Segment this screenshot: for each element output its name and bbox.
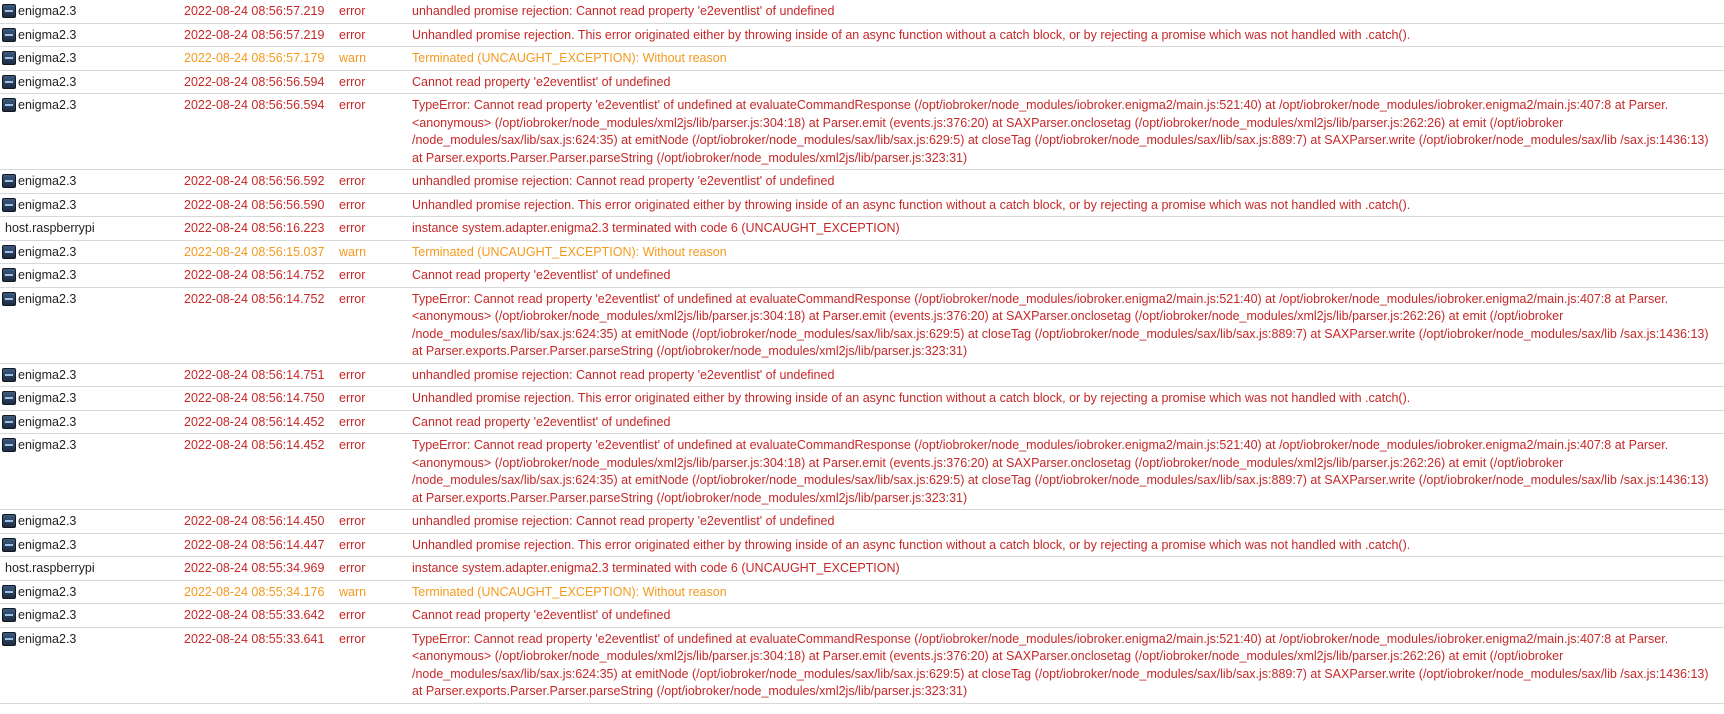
adapter-icon bbox=[2, 292, 16, 306]
log-source: enigma2.3 bbox=[18, 584, 77, 599]
log-severity: warn bbox=[339, 51, 367, 65]
log-time: 2022-08-24 08:56:14.750 bbox=[184, 391, 325, 405]
log-severity: error bbox=[339, 438, 366, 452]
log-source: enigma2.3 bbox=[18, 244, 77, 259]
adapter-icon bbox=[2, 28, 16, 42]
log-time: 2022-08-24 08:55:34.176 bbox=[184, 584, 325, 599]
adapter-icon bbox=[2, 198, 16, 212]
log-severity: warn bbox=[339, 584, 367, 599]
log-message: Cannot read property 'e2eventlist' of undefined bbox=[412, 608, 671, 622]
log-severity: error bbox=[339, 4, 366, 18]
log-row[interactable] bbox=[0, 241, 1724, 265]
adapter-icon bbox=[2, 245, 16, 259]
log-message: Unhandled promise rejection. This error originated either by throwing inside of an async function without a catch block, or by rejecting a promise which was not handled with .catch(). bbox=[412, 27, 1411, 42]
log-time: 2022-08-24 08:56:56.594 bbox=[184, 74, 325, 89]
log-severity: error bbox=[339, 291, 366, 306]
adapter-icon bbox=[2, 608, 16, 622]
adapter-icon bbox=[2, 585, 16, 599]
log-time: 2022-08-24 08:56:56.594 bbox=[184, 98, 325, 112]
log-row[interactable] bbox=[0, 47, 1724, 71]
log-time: 2022-08-24 08:56:14.450 bbox=[184, 514, 325, 528]
adapter-icon bbox=[2, 514, 16, 528]
log-time: 2022-08-24 08:56:56.590 bbox=[184, 197, 325, 212]
log-source: enigma2.3 bbox=[18, 74, 77, 89]
log-severity: error bbox=[339, 197, 366, 212]
log-time: 2022-08-24 08:56:14.751 bbox=[184, 367, 325, 382]
log-source-cell bbox=[0, 27, 184, 45]
log-source: enigma2.3 bbox=[18, 268, 77, 282]
log-message: Unhandled promise rejection. This error originated either by throwing inside of an async function without a catch block, or by rejecting a promise which was not handled with .catch(). bbox=[412, 537, 1411, 552]
log-row[interactable] bbox=[0, 387, 1724, 411]
log-source: enigma2.3 bbox=[18, 414, 77, 429]
log-time: 2022-08-24 08:56:14.752 bbox=[184, 291, 325, 306]
log-source-cell bbox=[0, 367, 184, 385]
log-time: 2022-08-24 08:56:14.447 bbox=[184, 537, 325, 552]
log-source: enigma2.3 bbox=[18, 514, 77, 528]
adapter-icon bbox=[2, 75, 16, 89]
log-row[interactable] bbox=[0, 411, 1724, 435]
log-severity: error bbox=[339, 367, 366, 382]
log-message: Unhandled promise rejection. This error originated either by throwing inside of an async function without a catch block, or by rejecting a promise which was not handled with .catch(). bbox=[412, 197, 1411, 212]
adapter-icon bbox=[2, 632, 16, 646]
log-time: 2022-08-24 08:56:14.452 bbox=[184, 438, 325, 452]
log-message: TypeError: Cannot read property 'e2eventlist' of undefined at evaluateCommandResponse (/opt/iobroker/node_modules/iobroker.enigma2/main.js:521:40) at /opt/iobroker/node_modules/iobroker.enigma2/main.js:407:8 at Parser.<anonymous> (/opt/iobroker/node_modules/xml2js/lib/parser.js:304:18) at Parser.emit (events.js:376:20) at SAXParser.onclosetag (/opt/iobroker/node_modules/xml2js/lib/parser.js:262:26) at emit (/opt/iobroker /node_modules/sax/lib/sax.js:624:35) at emitNode (/opt/iobroker/node_modules/sax/lib/sax.js:629:5) at closeTag (/opt/iobroker/node_modules/sax/lib/sax.js:889:7) at SAXParser.write (/opt/iobroker/node_modules/sax/lib /sax.js:1436:13) at Parser.exports.Parser.Parser.parseString (/opt/iobroker/node_modules/xml2js/lib/parser.js:323:31) bbox=[412, 291, 1709, 358]
adapter-icon bbox=[2, 415, 16, 429]
log-source-cell bbox=[0, 291, 184, 309]
log-time: 2022-08-24 08:56:14.752 bbox=[184, 268, 325, 282]
adapter-icon bbox=[2, 174, 16, 188]
log-row[interactable] bbox=[0, 94, 1724, 170]
log-source-cell bbox=[0, 74, 184, 92]
log-time: 2022-08-24 08:55:33.641 bbox=[184, 631, 325, 646]
log-severity: error bbox=[339, 414, 366, 429]
log-row[interactable] bbox=[0, 581, 1724, 605]
log-source-cell bbox=[0, 513, 184, 531]
log-source: host.raspberrypi bbox=[5, 561, 95, 575]
log-source-cell bbox=[0, 584, 184, 602]
log-source-cell bbox=[0, 390, 184, 408]
log-source-cell bbox=[0, 50, 184, 68]
log-row[interactable] bbox=[0, 71, 1724, 95]
log-severity: error bbox=[339, 174, 366, 188]
log-severity: error bbox=[339, 221, 366, 235]
log-source: enigma2.3 bbox=[18, 438, 77, 452]
log-severity: error bbox=[339, 631, 366, 646]
log-row[interactable] bbox=[0, 510, 1724, 534]
log-message: Cannot read property 'e2eventlist' of undefined bbox=[412, 414, 671, 429]
log-severity: error bbox=[339, 98, 366, 112]
log-severity: error bbox=[339, 561, 366, 575]
log-source-cell bbox=[0, 414, 184, 432]
log-source: enigma2.3 bbox=[18, 291, 77, 306]
adapter-icon bbox=[2, 368, 16, 382]
log-source-cell bbox=[0, 631, 184, 649]
log-time: 2022-08-24 08:55:33.642 bbox=[184, 608, 325, 622]
log-severity: error bbox=[339, 391, 366, 405]
log-row[interactable] bbox=[0, 170, 1724, 194]
log-row[interactable] bbox=[0, 534, 1724, 558]
log-message: Unhandled promise rejection. This error originated either by throwing inside of an async function without a catch block, or by rejecting a promise which was not handled with .catch(). bbox=[412, 391, 1411, 405]
log-severity: error bbox=[339, 514, 366, 528]
log-source-cell bbox=[0, 97, 184, 115]
log-time: 2022-08-24 08:56:57.219 bbox=[184, 27, 325, 42]
log-source-cell bbox=[0, 267, 184, 285]
log-time: 2022-08-24 08:56:57.219 bbox=[184, 4, 325, 18]
adapter-icon bbox=[2, 51, 16, 65]
log-message: instance system.adapter.enigma2.3 terminated with code 6 (UNCAUGHT_EXCEPTION) bbox=[412, 221, 900, 235]
log-source: enigma2.3 bbox=[18, 608, 77, 622]
adapter-icon bbox=[2, 391, 16, 405]
log-source: enigma2.3 bbox=[18, 367, 77, 382]
log-message: Terminated (UNCAUGHT_EXCEPTION): Without reason bbox=[412, 244, 727, 259]
adapter-icon bbox=[2, 538, 16, 552]
adapter-icon bbox=[2, 438, 16, 452]
log-severity: error bbox=[339, 268, 366, 282]
log-source: enigma2.3 bbox=[18, 27, 77, 42]
log-row[interactable] bbox=[0, 264, 1724, 288]
log-severity: warn bbox=[339, 244, 367, 259]
log-row[interactable] bbox=[0, 288, 1724, 364]
log-row[interactable] bbox=[0, 434, 1724, 510]
log-source-cell bbox=[0, 244, 184, 262]
log-source: enigma2.3 bbox=[18, 537, 77, 552]
log-source: host.raspberrypi bbox=[5, 221, 95, 235]
log-row[interactable] bbox=[0, 604, 1724, 628]
log-message: unhandled promise rejection: Cannot read property 'e2eventlist' of undefined bbox=[412, 367, 835, 382]
log-severity: error bbox=[339, 74, 366, 89]
log-message: Cannot read property 'e2eventlist' of undefined bbox=[412, 268, 671, 282]
log-severity: error bbox=[339, 608, 366, 622]
log-message: unhandled promise rejection: Cannot read property 'e2eventlist' of undefined bbox=[412, 174, 835, 188]
log-source: enigma2.3 bbox=[18, 391, 77, 405]
log-message: TypeError: Cannot read property 'e2eventlist' of undefined at evaluateCommandResponse (/opt/iobroker/node_modules/iobroker.enigma2/main.js:521:40) at /opt/iobroker/node_modules/iobroker.enigma2/main.js:407:8 at Parser.<anonymous> (/opt/iobroker/node_modules/xml2js/lib/parser.js:304:18) at Parser.emit (events.js:376:20) at SAXParser.onclosetag (/opt/iobroker/node_modules/xml2js/lib/parser.js:262:26) at emit (/opt/iobroker /node_modules/sax/lib/sax.js:624:35) at emitNode (/opt/iobroker/node_modules/sax/lib/sax.js:629:5) at closeTag (/opt/iobroker/node_modules/sax/lib/sax.js:889:7) at SAXParser.write (/opt/iobroker/node_modules/sax/lib /sax.js:1436:13) at Parser.exports.Parser.Parser.parseString (/opt/iobroker/node_modules/xml2js/lib/parser.js:323:31) bbox=[412, 438, 1709, 505]
log-message: Terminated (UNCAUGHT_EXCEPTION): Without reason bbox=[412, 584, 727, 599]
log-time: 2022-08-24 08:56:56.592 bbox=[184, 174, 325, 188]
log-row[interactable] bbox=[0, 217, 1724, 241]
log-message: unhandled promise rejection: Cannot read property 'e2eventlist' of undefined bbox=[412, 4, 835, 18]
log-row[interactable] bbox=[0, 557, 1724, 581]
log-source: enigma2.3 bbox=[18, 51, 77, 65]
log-message: unhandled promise rejection: Cannot read property 'e2eventlist' of undefined bbox=[412, 514, 835, 528]
log-message: TypeError: Cannot read property 'e2eventlist' of undefined at evaluateCommandResponse (/opt/iobroker/node_modules/iobroker.enigma2/main.js:521:40) at /opt/iobroker/node_modules/iobroker.enigma2/main.js:407:8 at Parser.<anonymous> (/opt/iobroker/node_modules/xml2js/lib/parser.js:304:18) at Parser.emit (events.js:376:20) at SAXParser.onclosetag (/opt/iobroker/node_modules/xml2js/lib/parser.js:262:26) at emit (/opt/iobroker /node_modules/sax/lib/sax.js:624:35) at emitNode (/opt/iobroker/node_modules/sax/lib/sax.js:629:5) at closeTag (/opt/iobroker/node_modules/sax/lib/sax.js:889:7) at SAXParser.write (/opt/iobroker/node_modules/sax/lib /sax.js:1436:13) at Parser.exports.Parser.Parser.parseString (/opt/iobroker/node_modules/xml2js/lib/parser.js:323:31) bbox=[412, 631, 1709, 698]
log-row[interactable] bbox=[0, 628, 1724, 704]
log-source: enigma2.3 bbox=[18, 4, 77, 18]
adapter-icon bbox=[2, 268, 16, 282]
adapter-icon bbox=[2, 4, 16, 18]
log-source-cell bbox=[0, 220, 184, 238]
adapter-icon bbox=[2, 98, 16, 112]
log-message: instance system.adapter.enigma2.3 terminated with code 6 (UNCAUGHT_EXCEPTION) bbox=[412, 561, 900, 575]
log-source-cell bbox=[0, 437, 184, 455]
log-message: Cannot read property 'e2eventlist' of undefined bbox=[412, 74, 671, 89]
log-time: 2022-08-24 08:56:15.037 bbox=[184, 244, 325, 259]
log-time: 2022-08-24 08:56:16.223 bbox=[184, 221, 325, 235]
log-source: enigma2.3 bbox=[18, 174, 77, 188]
log-time: 2022-08-24 08:56:14.452 bbox=[184, 414, 325, 429]
log-message: TypeError: Cannot read property 'e2eventlist' of undefined at evaluateCommandResponse (/opt/iobroker/node_modules/iobroker.enigma2/main.js:521:40) at /opt/iobroker/node_modules/iobroker.enigma2/main.js:407:8 at Parser.<anonymous> (/opt/iobroker/node_modules/xml2js/lib/parser.js:304:18) at Parser.emit (events.js:376:20) at SAXParser.onclosetag (/opt/iobroker/node_modules/xml2js/lib/parser.js:262:26) at emit (/opt/iobroker /node_modules/sax/lib/sax.js:624:35) at emitNode (/opt/iobroker/node_modules/sax/lib/sax.js:629:5) at closeTag (/opt/iobroker/node_modules/sax/lib/sax.js:889:7) at SAXParser.write (/opt/iobroker/node_modules/sax/lib /sax.js:1436:13) at Parser.exports.Parser.Parser.parseString (/opt/iobroker/node_modules/xml2js/lib/parser.js:323:31) bbox=[412, 98, 1709, 165]
log-source-cell bbox=[0, 537, 184, 555]
log-source-cell bbox=[0, 607, 184, 625]
log-row[interactable] bbox=[0, 364, 1724, 388]
log-source-cell bbox=[0, 173, 184, 191]
log-row[interactable] bbox=[0, 194, 1724, 218]
log-severity: error bbox=[339, 537, 366, 552]
log-severity: error bbox=[339, 27, 366, 42]
log-source-cell bbox=[0, 197, 184, 215]
log-row[interactable] bbox=[0, 24, 1724, 48]
log-row[interactable] bbox=[0, 0, 1724, 24]
log-message: Terminated (UNCAUGHT_EXCEPTION): Without reason bbox=[412, 51, 727, 65]
log-source: enigma2.3 bbox=[18, 631, 77, 646]
log-time: 2022-08-24 08:56:57.179 bbox=[184, 51, 325, 65]
log-time: 2022-08-24 08:55:34.969 bbox=[184, 561, 325, 575]
log-source: enigma2.3 bbox=[18, 197, 77, 212]
log-source: enigma2.3 bbox=[18, 98, 77, 112]
log-source-cell bbox=[0, 3, 184, 21]
log-source-cell bbox=[0, 560, 184, 578]
